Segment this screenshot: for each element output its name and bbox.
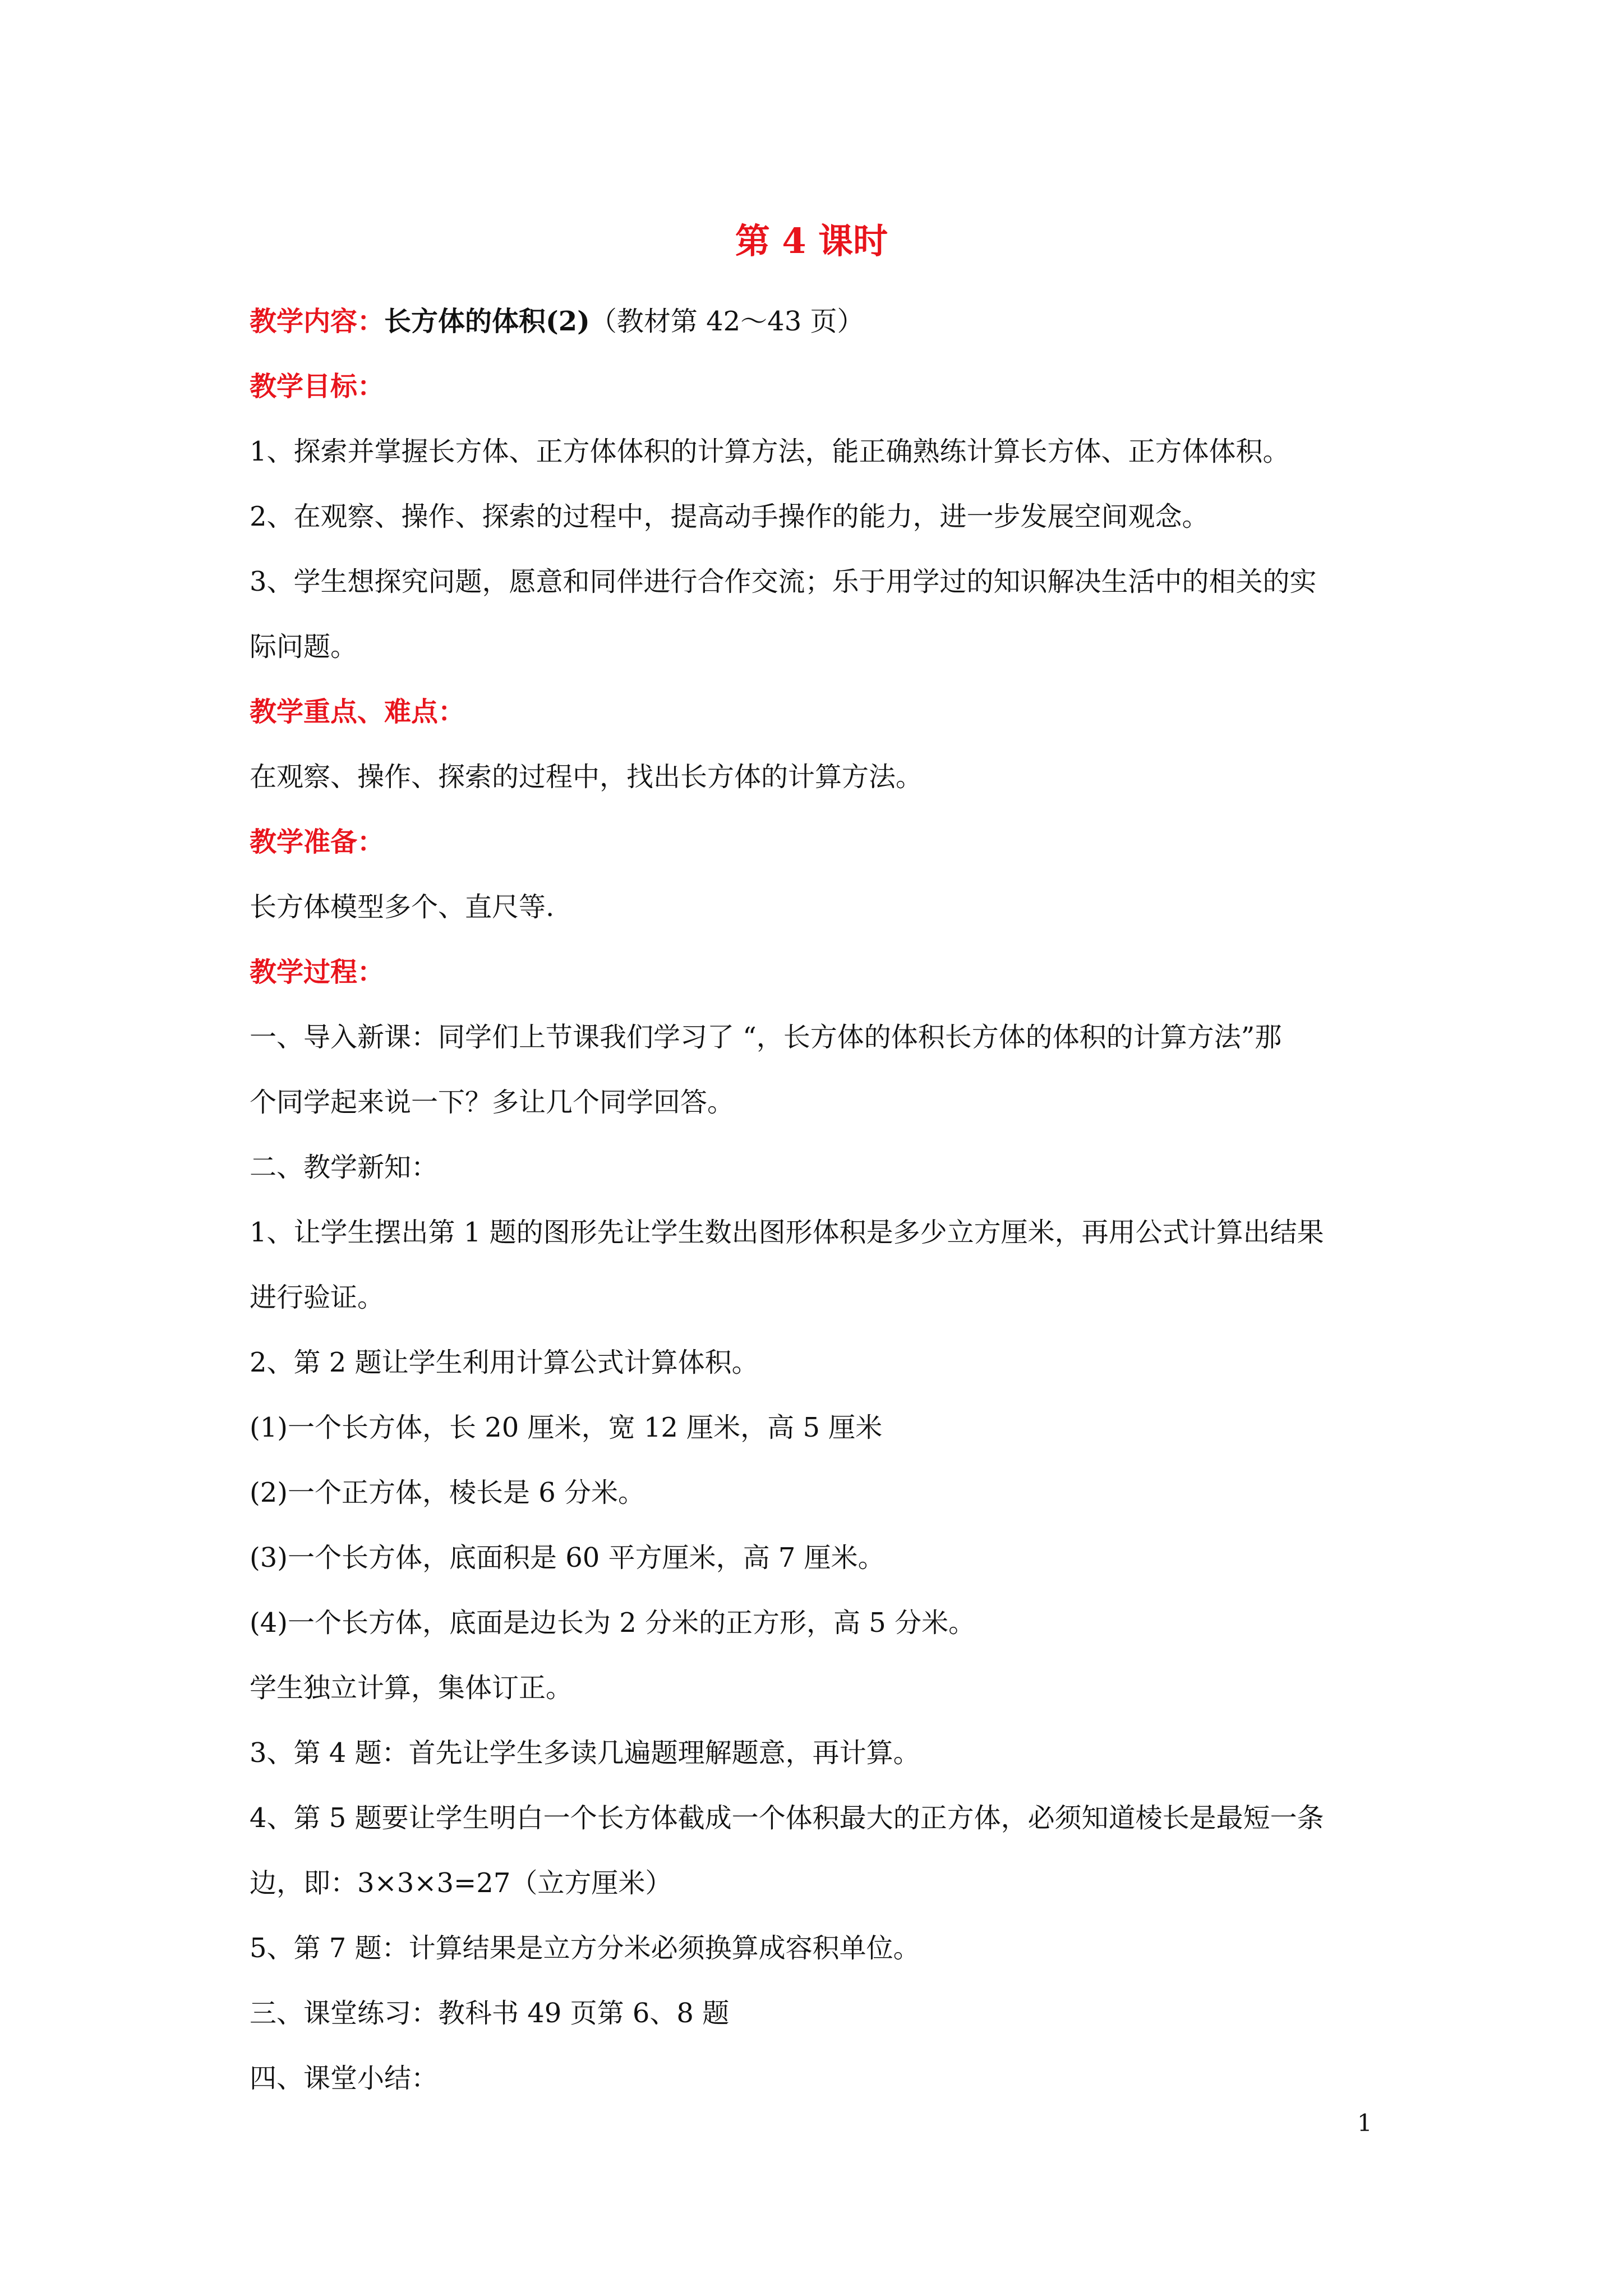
- content-line: [250, 289, 1388, 354]
- preparation-text: 长方体模型多个、直尺等.: [250, 891, 555, 923]
- process-line-10: (4)一个长方体，底面是边长为 2 分米的正方形，高 5 分米。: [250, 1607, 976, 1639]
- process-line-3: 二、教学新知：: [250, 1152, 439, 1183]
- content-topic: 长方体的体积(2): [384, 306, 590, 337]
- process-line-16: 三、课堂练习：教科书 49 页第 6、8 题: [250, 1998, 730, 2029]
- process-heading: 教学过程：: [250, 956, 385, 988]
- process-line-8: (2)一个正方体，棱长是 6 分米。: [250, 1477, 645, 1508]
- preparation-heading: 教学准备：: [250, 826, 385, 858]
- page-number: 1: [1357, 2109, 1372, 2137]
- objective-item-3: 3、学生想探究问题，愿意和同伴进行合作交流；乐于用学过的知识解决生活中的相关的实: [250, 566, 1317, 597]
- process-line-2: 个同学起来说一下？多让几个同学回答。: [250, 1087, 735, 1118]
- content-label: 教学内容：: [250, 306, 385, 337]
- process-line-14: 边，即：3×3×3=27（立方厘米）: [250, 1867, 672, 1899]
- process-line-17: 四、课堂小结：: [250, 2063, 439, 2094]
- objectives-heading: 教学目标：: [250, 371, 385, 402]
- key-points-text: 在观察、操作、探索的过程中，找出长方体的计算方法。: [250, 761, 923, 793]
- process-line-13: 4、第 5 题要让学生明白一个长方体截成一个体积最大的正方体，必须知道棱长是最短一条: [250, 1802, 1324, 1834]
- process-line-1: 一、导入新课：同学们上节课我们学习了 “，长方体的体积长方体的体积的计算方法”那: [250, 1022, 1282, 1053]
- key-points-heading: 教学重点、难点：: [250, 696, 465, 728]
- lesson-title: 第 4 课时: [735, 220, 888, 261]
- process-line-9: (3)一个长方体，底面积是 60 平方厘米，高 7 厘米。: [250, 1542, 885, 1573]
- objective-item-2: 2、在观察、操作、探索的过程中，提高动手操作的能力，进一步发展空间观念。: [250, 501, 1209, 532]
- process-line-11: 学生独立计算，集体订正。: [250, 1672, 573, 1704]
- objective-item-1: 1、探索并掌握长方体、正方体体积的计算方法，能正确熟练计算长方体、正方体体积。: [250, 436, 1290, 467]
- process-line-4: 1、让学生摆出第 1 题的图形先让学生数出图形体积是多少立方厘米，再用公式计算出结果: [250, 1217, 1324, 1248]
- content-pages: （教材第 42～43 页）: [589, 306, 864, 337]
- process-line-6: 2、第 2 题让学生利用计算公式计算体积。: [250, 1347, 759, 1378]
- objective-item-3-continued: 际问题。: [250, 631, 358, 662]
- process-line-5: 进行验证。: [250, 1282, 385, 1313]
- process-line-12: 3、第 4 题：首先让学生多读几遍题理解题意，再计算。: [250, 1737, 920, 1769]
- document-body: [250, 289, 1388, 2111]
- process-line-15: 5、第 7 题：计算结果是立方分米必须换算成容积单位。: [250, 1932, 920, 1964]
- process-line-7: (1)一个长方体，长 20 厘米，宽 12 厘米，高 5 厘米: [250, 1412, 883, 1443]
